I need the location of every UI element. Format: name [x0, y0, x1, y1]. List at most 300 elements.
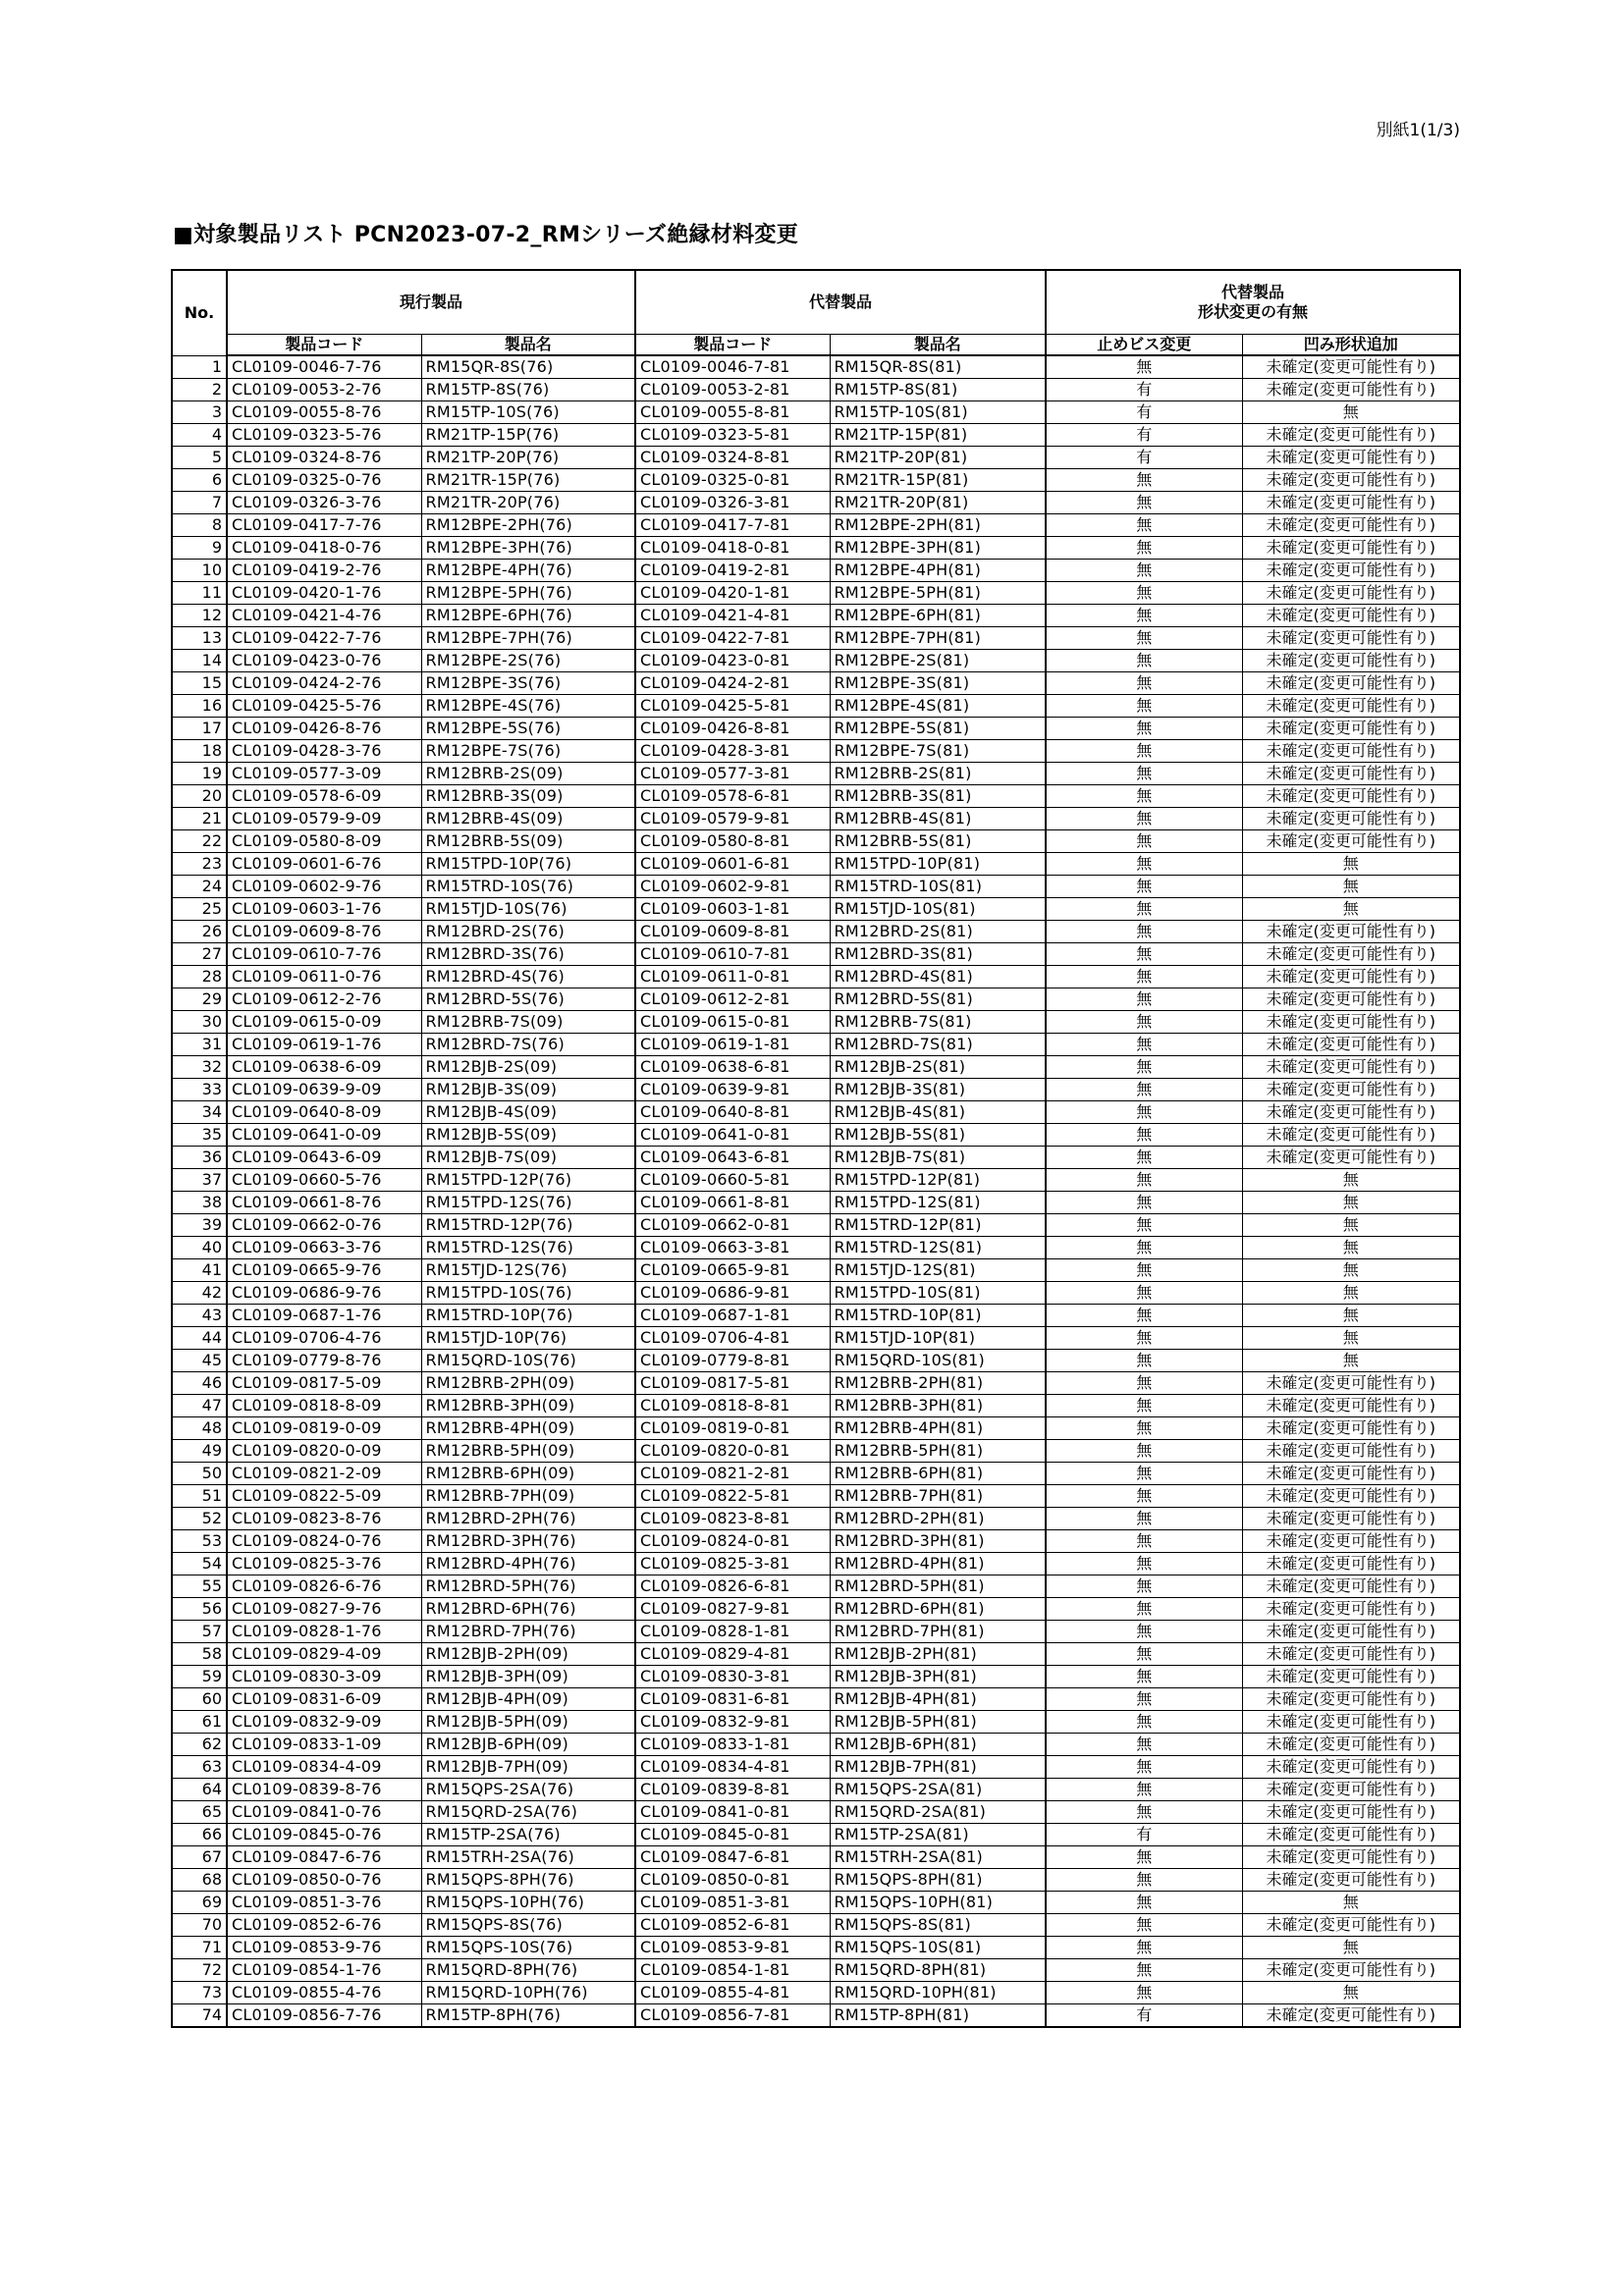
recess-shape: 未確定(変更可能性有り) — [1242, 1079, 1460, 1101]
table-row — [172, 1937, 1460, 1959]
recess-shape: 未確定(変更可能性有り) — [1242, 785, 1460, 808]
row-number: 62 — [172, 1734, 227, 1756]
row-number: 52 — [172, 1508, 227, 1530]
recess-shape: 未確定(変更可能性有り) — [1242, 605, 1460, 627]
recess-shape: 無 — [1242, 1892, 1460, 1914]
replacement-name: RM12BJB-2S(81) — [830, 1056, 1046, 1079]
current-code: CL0109-0822-5-09 — [227, 1485, 421, 1508]
recess-shape: 無 — [1242, 1327, 1460, 1350]
recess-shape: 無 — [1242, 1982, 1460, 2004]
replacement-code: CL0109-0665-9-81 — [635, 1259, 830, 1282]
current-code: CL0109-0663-3-76 — [227, 1237, 421, 1259]
current-name: RM12BPE-7S(76) — [421, 740, 635, 763]
current-code: CL0109-0577-3-09 — [227, 763, 421, 785]
replacement-code: CL0109-0611-0-81 — [635, 966, 830, 988]
screw-change: 有 — [1046, 424, 1242, 447]
screw-change: 無 — [1046, 1147, 1242, 1169]
recess-shape: 未確定(変更可能性有り) — [1242, 1056, 1460, 1079]
table-row — [172, 1801, 1460, 1824]
row-number: 20 — [172, 785, 227, 808]
replacement-code: CL0109-0847-6-81 — [635, 1846, 830, 1869]
recess-shape: 未確定(変更可能性有り) — [1242, 650, 1460, 672]
replacement-code: CL0109-0841-0-81 — [635, 1801, 830, 1824]
screw-change: 無 — [1046, 1688, 1242, 1711]
row-number: 17 — [172, 718, 227, 740]
table-row — [172, 1056, 1460, 1079]
current-name: RM12BJB-5PH(09) — [421, 1711, 635, 1734]
table-row — [172, 1485, 1460, 1508]
current-name: RM12BJB-2S(09) — [421, 1056, 635, 1079]
replacement-code: CL0109-0831-6-81 — [635, 1688, 830, 1711]
current-code: CL0109-0579-9-09 — [227, 808, 421, 830]
current-name: RM12BJB-3S(09) — [421, 1079, 635, 1101]
replacement-name: RM15TRD-12S(81) — [830, 1237, 1046, 1259]
replacement-code: CL0109-0833-1-81 — [635, 1734, 830, 1756]
row-number: 39 — [172, 1214, 227, 1237]
recess-shape: 無 — [1242, 876, 1460, 898]
replacement-code: CL0109-0426-8-81 — [635, 718, 830, 740]
replacement-code: CL0109-0819-0-81 — [635, 1417, 830, 1440]
recess-shape: 未確定(変更可能性有り) — [1242, 1395, 1460, 1417]
table-row — [172, 763, 1460, 785]
recess-shape: 未確定(変更可能性有り) — [1242, 1463, 1460, 1485]
current-name: RM15TPD-10P(76) — [421, 853, 635, 876]
replacement-name: RM12BPE-7PH(81) — [830, 627, 1046, 650]
col-current-name: 製品名 — [421, 335, 635, 356]
table-row — [172, 988, 1460, 1011]
current-name: RM12BPE-2PH(76) — [421, 514, 635, 537]
current-code: CL0109-0852-6-76 — [227, 1914, 421, 1937]
screw-change: 無 — [1046, 785, 1242, 808]
replacement-code: CL0109-0643-6-81 — [635, 1147, 830, 1169]
current-code: CL0109-0818-8-09 — [227, 1395, 421, 1417]
screw-change: 無 — [1046, 1779, 1242, 1801]
current-name: RM12BPE-5PH(76) — [421, 582, 635, 605]
replacement-code: CL0109-0418-0-81 — [635, 537, 830, 560]
replacement-code: CL0109-0834-4-81 — [635, 1756, 830, 1779]
page-label: 別紙1(1/3) — [1376, 121, 1460, 140]
replacement-name: RM15TP-2SA(81) — [830, 1824, 1046, 1846]
col-replacement-name: 製品名 — [830, 335, 1046, 356]
recess-shape: 未確定(変更可能性有り) — [1242, 1734, 1460, 1756]
current-code: CL0109-0660-5-76 — [227, 1169, 421, 1192]
table-row — [172, 1079, 1460, 1101]
col-current-code: 製品コード — [227, 335, 421, 356]
row-number: 44 — [172, 1327, 227, 1350]
row-number: 60 — [172, 1688, 227, 1711]
replacement-code: CL0109-0660-5-81 — [635, 1169, 830, 1192]
row-number: 45 — [172, 1350, 227, 1372]
replacement-code: CL0109-0832-9-81 — [635, 1711, 830, 1734]
recess-shape: 未確定(変更可能性有り) — [1242, 1779, 1460, 1801]
current-name: RM15TRH-2SA(76) — [421, 1846, 635, 1869]
screw-change: 無 — [1046, 988, 1242, 1011]
current-name: RM12BRD-7S(76) — [421, 1034, 635, 1056]
row-number: 32 — [172, 1056, 227, 1079]
product-list-table — [171, 269, 1461, 2028]
screw-change: 無 — [1046, 1846, 1242, 1869]
table-row — [172, 1417, 1460, 1440]
replacement-code: CL0109-0855-4-81 — [635, 1982, 830, 2004]
replacement-code: CL0109-0823-8-81 — [635, 1508, 830, 1530]
table-row — [172, 514, 1460, 537]
replacement-code: CL0109-0603-1-81 — [635, 898, 830, 921]
row-number: 53 — [172, 1530, 227, 1553]
recess-shape: 無 — [1242, 1169, 1460, 1192]
current-code: CL0109-0603-1-76 — [227, 898, 421, 921]
screw-change: 無 — [1046, 537, 1242, 560]
row-number: 22 — [172, 830, 227, 853]
current-code: CL0109-0851-3-76 — [227, 1892, 421, 1914]
row-number: 71 — [172, 1937, 227, 1959]
recess-shape: 未確定(変更可能性有り) — [1242, 1508, 1460, 1530]
screw-change: 無 — [1046, 1959, 1242, 1982]
replacement-code: CL0109-0417-7-81 — [635, 514, 830, 537]
screw-change: 無 — [1046, 1463, 1242, 1485]
current-code: CL0109-0615-0-09 — [227, 1011, 421, 1034]
current-code: CL0109-0845-0-76 — [227, 1824, 421, 1846]
current-code: CL0109-0832-9-09 — [227, 1711, 421, 1734]
current-code: CL0109-0665-9-76 — [227, 1259, 421, 1282]
table-row — [172, 808, 1460, 830]
table-row — [172, 1666, 1460, 1688]
replacement-name: RM21TR-15P(81) — [830, 469, 1046, 492]
current-code: CL0109-0661-8-76 — [227, 1192, 421, 1214]
recess-shape: 未確定(変更可能性有り) — [1242, 672, 1460, 695]
replacement-name: RM12BRD-7PH(81) — [830, 1621, 1046, 1643]
row-number: 7 — [172, 492, 227, 514]
table-row — [172, 1214, 1460, 1237]
replacement-code: CL0109-0423-0-81 — [635, 650, 830, 672]
replacement-name: RM12BRD-4S(81) — [830, 966, 1046, 988]
current-name: RM12BPE-4PH(76) — [421, 560, 635, 582]
row-number: 64 — [172, 1779, 227, 1801]
row-number: 61 — [172, 1711, 227, 1734]
screw-change: 無 — [1046, 921, 1242, 943]
recess-shape: 無 — [1242, 1237, 1460, 1259]
replacement-code: CL0109-0856-7-81 — [635, 2004, 830, 2028]
current-code: CL0109-0662-0-76 — [227, 1214, 421, 1237]
recess-shape: 未確定(変更可能性有り) — [1242, 469, 1460, 492]
replacement-code: CL0109-0663-3-81 — [635, 1237, 830, 1259]
current-code: CL0109-0421-4-76 — [227, 605, 421, 627]
row-number: 12 — [172, 605, 227, 627]
row-number: 55 — [172, 1575, 227, 1598]
replacement-name: RM15TRD-12P(81) — [830, 1214, 1046, 1237]
replacement-name: RM15TRD-10S(81) — [830, 876, 1046, 898]
replacement-code: CL0109-0706-4-81 — [635, 1327, 830, 1350]
current-name: RM15TPD-12S(76) — [421, 1192, 635, 1214]
current-name: RM12BJB-4S(09) — [421, 1101, 635, 1124]
current-code: CL0109-0850-0-76 — [227, 1869, 421, 1892]
current-code: CL0109-0839-8-76 — [227, 1779, 421, 1801]
current-code: CL0109-0854-1-76 — [227, 1959, 421, 1982]
replacement-name: RM15TPD-12S(81) — [830, 1192, 1046, 1214]
table-row — [172, 943, 1460, 966]
no-header: No. — [172, 270, 227, 355]
current-name: RM15QPS-8PH(76) — [421, 1869, 635, 1892]
row-number: 28 — [172, 966, 227, 988]
table-row — [172, 1508, 1460, 1530]
table-row — [172, 1779, 1460, 1801]
replacement-code: CL0109-0638-6-81 — [635, 1056, 830, 1079]
current-name: RM15TP-8S(76) — [421, 379, 635, 401]
replacement-name: RM12BPE-7S(81) — [830, 740, 1046, 763]
current-code: CL0109-0826-6-76 — [227, 1575, 421, 1598]
recess-shape: 無 — [1242, 1214, 1460, 1237]
row-number: 67 — [172, 1846, 227, 1869]
row-number: 27 — [172, 943, 227, 966]
recess-shape: 無 — [1242, 1305, 1460, 1327]
document-title: ■対象製品リスト PCN2023-07-2_RMシリーズ絶縁材料変更 — [173, 223, 799, 247]
current-code: CL0109-0823-8-76 — [227, 1508, 421, 1530]
current-name: RM15QRD-2SA(76) — [421, 1801, 635, 1824]
current-code: CL0109-0601-6-76 — [227, 853, 421, 876]
replacement-name: RM12BRB-7S(81) — [830, 1011, 1046, 1034]
replacement-name: RM12BRD-5PH(81) — [830, 1575, 1046, 1598]
table-row — [172, 1756, 1460, 1779]
replacement-name: RM12BJB-5S(81) — [830, 1124, 1046, 1147]
replacement-name: RM12BRB-2S(81) — [830, 763, 1046, 785]
replacement-code: CL0109-0779-8-81 — [635, 1350, 830, 1372]
replacement-code: CL0109-0818-8-81 — [635, 1395, 830, 1417]
table-row — [172, 785, 1460, 808]
screw-change: 無 — [1046, 1666, 1242, 1688]
table-row — [172, 695, 1460, 718]
current-code: CL0109-0687-1-76 — [227, 1305, 421, 1327]
current-code: CL0109-0426-8-76 — [227, 718, 421, 740]
replacement-name: RM12BPE-6PH(81) — [830, 605, 1046, 627]
screw-change: 無 — [1046, 695, 1242, 718]
recess-shape: 未確定(変更可能性有り) — [1242, 718, 1460, 740]
row-number: 34 — [172, 1101, 227, 1124]
current-code: CL0109-0641-0-09 — [227, 1124, 421, 1147]
replacement-code: CL0109-0825-3-81 — [635, 1553, 830, 1575]
row-number: 49 — [172, 1440, 227, 1463]
current-code: CL0109-0053-2-76 — [227, 379, 421, 401]
row-number: 3 — [172, 401, 227, 424]
current-code: CL0109-0853-9-76 — [227, 1937, 421, 1959]
replacement-name: RM12BRD-2S(81) — [830, 921, 1046, 943]
current-name: RM12BPE-3PH(76) — [421, 537, 635, 560]
screw-change: 無 — [1046, 1101, 1242, 1124]
replacement-code: CL0109-0326-3-81 — [635, 492, 830, 514]
screw-change: 無 — [1046, 1937, 1242, 1959]
current-name: RM15TJD-10S(76) — [421, 898, 635, 921]
row-number: 26 — [172, 921, 227, 943]
screw-change: 無 — [1046, 560, 1242, 582]
current-code: CL0109-0829-4-09 — [227, 1643, 421, 1666]
table-row — [172, 1734, 1460, 1756]
screw-change: 無 — [1046, 514, 1242, 537]
recess-shape: 無 — [1242, 401, 1460, 424]
table-row — [172, 1892, 1460, 1914]
screw-change: 無 — [1046, 1417, 1242, 1440]
replacement-code: CL0109-0640-8-81 — [635, 1101, 830, 1124]
table-row — [172, 537, 1460, 560]
row-number: 70 — [172, 1914, 227, 1937]
current-name: RM12BJB-3PH(09) — [421, 1666, 635, 1688]
current-name: RM12BPE-3S(76) — [421, 672, 635, 695]
row-number: 11 — [172, 582, 227, 605]
replacement-name: RM12BRB-6PH(81) — [830, 1463, 1046, 1485]
current-name: RM12BRB-5PH(09) — [421, 1440, 635, 1463]
current-code: CL0109-0046-7-76 — [227, 355, 421, 379]
replacement-code: CL0109-0817-5-81 — [635, 1372, 830, 1395]
replacement-code: CL0109-0610-7-81 — [635, 943, 830, 966]
current-name: RM12BRD-3PH(76) — [421, 1530, 635, 1553]
row-number: 69 — [172, 1892, 227, 1914]
row-number: 33 — [172, 1079, 227, 1101]
replacement-name: RM12BRD-4PH(81) — [830, 1553, 1046, 1575]
screw-change: 無 — [1046, 966, 1242, 988]
table-row — [172, 1395, 1460, 1417]
current-code: CL0109-0420-1-76 — [227, 582, 421, 605]
current-code: CL0109-0830-3-09 — [227, 1666, 421, 1688]
table-row — [172, 1169, 1460, 1192]
replacement-name: RM12BRB-3S(81) — [830, 785, 1046, 808]
table-row — [172, 1034, 1460, 1056]
replacement-code: CL0109-0850-0-81 — [635, 1869, 830, 1892]
screw-change: 無 — [1046, 355, 1242, 379]
row-number: 13 — [172, 627, 227, 650]
replacement-name: RM12BPE-3S(81) — [830, 672, 1046, 695]
row-number: 51 — [172, 1485, 227, 1508]
current-name: RM12BPE-6PH(76) — [421, 605, 635, 627]
replacement-name: RM12BJB-2PH(81) — [830, 1643, 1046, 1666]
replacement-code: CL0109-0424-2-81 — [635, 672, 830, 695]
table-row — [172, 1914, 1460, 1937]
table-row — [172, 1350, 1460, 1372]
current-code: CL0109-0819-0-09 — [227, 1417, 421, 1440]
replacement-code: CL0109-0822-5-81 — [635, 1485, 830, 1508]
replacement-name: RM15QPS-8S(81) — [830, 1914, 1046, 1937]
recess-shape: 未確定(変更可能性有り) — [1242, 808, 1460, 830]
row-number: 6 — [172, 469, 227, 492]
table-row — [172, 1372, 1460, 1395]
recess-shape: 未確定(変更可能性有り) — [1242, 1824, 1460, 1846]
current-name: RM12BRB-4PH(09) — [421, 1417, 635, 1440]
recess-shape: 未確定(変更可能性有り) — [1242, 1011, 1460, 1034]
replacement-name: RM12BRB-5PH(81) — [830, 1440, 1046, 1463]
table-row — [172, 1192, 1460, 1214]
replacement-code: CL0109-0853-9-81 — [635, 1937, 830, 1959]
replacement-name: RM21TR-20P(81) — [830, 492, 1046, 514]
current-name: RM21TR-20P(76) — [421, 492, 635, 514]
current-name: RM12BRD-6PH(76) — [421, 1598, 635, 1621]
table-row — [172, 1305, 1460, 1327]
replacement-code: CL0109-0852-6-81 — [635, 1914, 830, 1937]
replacement-code: CL0109-0820-0-81 — [635, 1440, 830, 1463]
current-name: RM12BRB-5S(09) — [421, 830, 635, 853]
current-name: RM12BPE-4S(76) — [421, 695, 635, 718]
screw-change: 無 — [1046, 808, 1242, 830]
recess-shape: 未確定(変更可能性有り) — [1242, 1959, 1460, 1982]
current-code: CL0109-0417-7-76 — [227, 514, 421, 537]
replacement-name: RM12BRB-4PH(81) — [830, 1417, 1046, 1440]
current-name: RM12BRB-4S(09) — [421, 808, 635, 830]
table-row — [172, 966, 1460, 988]
screw-change: 無 — [1046, 1305, 1242, 1327]
table-row — [172, 1959, 1460, 1982]
table-row — [172, 560, 1460, 582]
current-code: CL0109-0325-0-76 — [227, 469, 421, 492]
screw-change: 無 — [1046, 1395, 1242, 1417]
screw-change: 無 — [1046, 1259, 1242, 1282]
screw-change: 無 — [1046, 1756, 1242, 1779]
replacement-code: CL0109-0421-4-81 — [635, 605, 830, 627]
row-number: 43 — [172, 1305, 227, 1327]
replacement-name: RM12BJB-4PH(81) — [830, 1688, 1046, 1711]
replacement-code: CL0109-0639-9-81 — [635, 1079, 830, 1101]
current-name: RM12BRD-4S(76) — [421, 966, 635, 988]
replacement-name: RM12BJB-6PH(81) — [830, 1734, 1046, 1756]
table-row — [172, 1124, 1460, 1147]
replacement-code: CL0109-0602-9-81 — [635, 876, 830, 898]
replacement-name: RM12BRB-5S(81) — [830, 830, 1046, 853]
replacement-name: RM15TP-8PH(81) — [830, 2004, 1046, 2028]
table-row — [172, 1237, 1460, 1259]
table-row — [172, 921, 1460, 943]
table-row — [172, 469, 1460, 492]
replacement-name: RM15TP-8S(81) — [830, 379, 1046, 401]
replacement-code: CL0109-0323-5-81 — [635, 424, 830, 447]
replacement-name: RM12BRD-5S(81) — [830, 988, 1046, 1011]
row-number: 74 — [172, 2004, 227, 2028]
current-name: RM12BJB-2PH(09) — [421, 1643, 635, 1666]
current-name: RM15TRD-12S(76) — [421, 1237, 635, 1259]
row-number: 21 — [172, 808, 227, 830]
screw-change: 無 — [1046, 1440, 1242, 1463]
current-code: CL0109-0841-0-76 — [227, 1801, 421, 1824]
current-name: RM12BJB-5S(09) — [421, 1124, 635, 1147]
recess-shape: 無 — [1242, 1350, 1460, 1372]
table-row — [172, 718, 1460, 740]
replacement-name: RM12BJB-5PH(81) — [830, 1711, 1046, 1734]
replacement-code: CL0109-0828-1-81 — [635, 1621, 830, 1643]
replacement-name: RM12BRB-2PH(81) — [830, 1372, 1046, 1395]
row-number: 63 — [172, 1756, 227, 1779]
recess-shape: 未確定(変更可能性有り) — [1242, 1598, 1460, 1621]
replacement-name: RM12BJB-7S(81) — [830, 1147, 1046, 1169]
replacement-name: RM12BRB-7PH(81) — [830, 1485, 1046, 1508]
current-name: RM12BJB-7PH(09) — [421, 1756, 635, 1779]
row-number: 9 — [172, 537, 227, 560]
table-row — [172, 1101, 1460, 1124]
shape-change-header: 代替製品 形状変更の有無 — [1046, 270, 1460, 335]
table-row — [172, 740, 1460, 763]
current-code: CL0109-0779-8-76 — [227, 1350, 421, 1372]
replacement-code: CL0109-0829-4-81 — [635, 1643, 830, 1666]
replacement-code: CL0109-0619-1-81 — [635, 1034, 830, 1056]
replacement-code: CL0109-0830-3-81 — [635, 1666, 830, 1688]
replacement-product-header: 代替製品 — [635, 270, 1046, 335]
recess-shape: 未確定(変更可能性有り) — [1242, 1756, 1460, 1779]
replacement-name: RM15QPS-2SA(81) — [830, 1779, 1046, 1801]
screw-change: 無 — [1046, 1553, 1242, 1575]
recess-shape: 未確定(変更可能性有り) — [1242, 1440, 1460, 1463]
replacement-code: CL0109-0422-7-81 — [635, 627, 830, 650]
current-code: CL0109-0828-1-76 — [227, 1621, 421, 1643]
recess-shape: 未確定(変更可能性有り) — [1242, 1417, 1460, 1440]
recess-shape: 未確定(変更可能性有り) — [1242, 1553, 1460, 1575]
recess-shape: 未確定(変更可能性有り) — [1242, 537, 1460, 560]
row-number: 58 — [172, 1643, 227, 1666]
recess-shape: 未確定(変更可能性有り) — [1242, 1147, 1460, 1169]
current-name: RM12BRD-3S(76) — [421, 943, 635, 966]
row-number: 1 — [172, 355, 227, 379]
table-row — [172, 582, 1460, 605]
